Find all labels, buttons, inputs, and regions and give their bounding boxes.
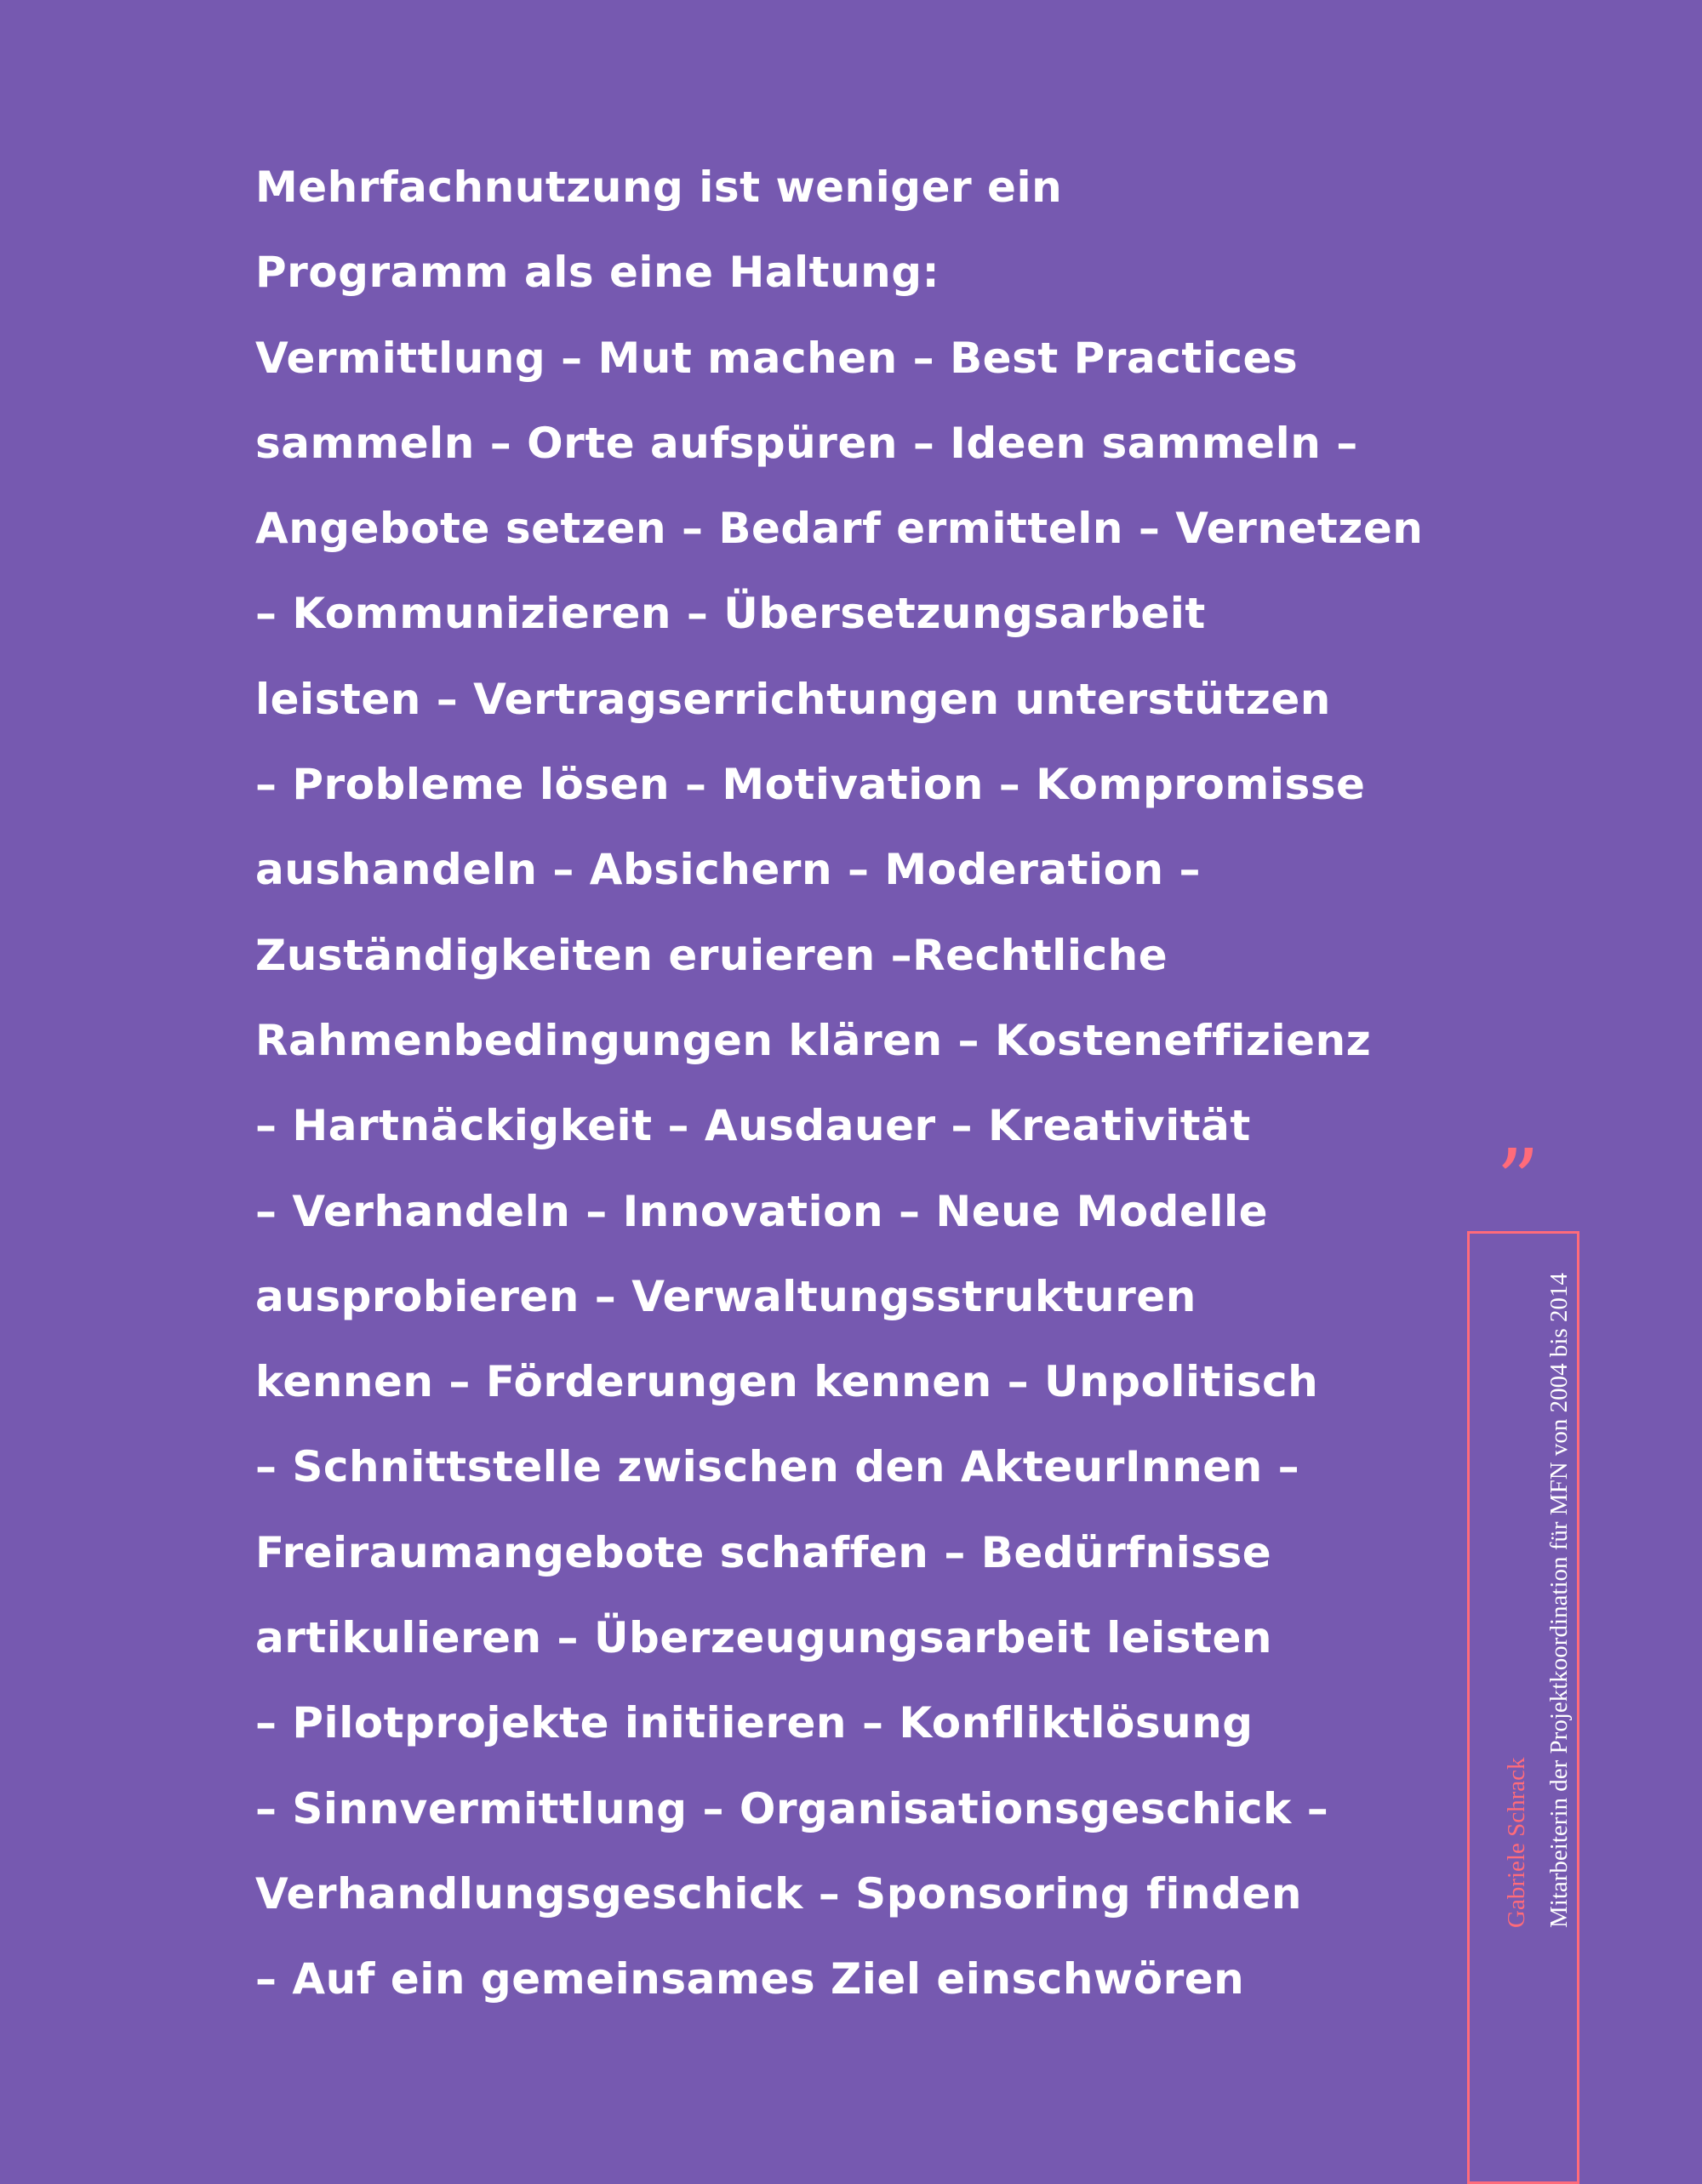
- quote-line: Freiraumangebote schaffen – Bedürfnisse: [255, 1527, 1272, 1577]
- quote-line: ausprobieren – Verwaltungsstrukturen: [255, 1271, 1197, 1321]
- quote-line: Zuständigkeiten eruieren –Rechtliche: [255, 930, 1168, 980]
- quote-line: – Probleme lösen – Motivation – Kompromisse: [255, 760, 1366, 810]
- closing-quote-mark: ”: [1496, 1131, 1540, 1230]
- quote-line: – Kommunizieren – Übersetzungsarbeit: [255, 589, 1206, 639]
- quote-line: – Verhandeln – Innovation – Neue Modelle: [255, 1186, 1269, 1236]
- quote-line: kennen – Förderungen kennen – Unpolitisch: [255, 1357, 1319, 1407]
- attribution-name: Gabriele Schrack: [1503, 1757, 1530, 1928]
- quote-line: – Pilotprojekte initiieren – Konfliktlösung: [255, 1698, 1254, 1748]
- quote-line: Programm als eine Haltung:: [255, 248, 940, 298]
- quote-line: Verhandlungsgeschick – Sponsoring finden: [255, 1868, 1302, 1919]
- quote-text: [255, 145, 1489, 2022]
- quote-line: Angebote setzen – Bedarf ermitteln – Vernetzen: [255, 504, 1424, 554]
- attribution: [1495, 1273, 1580, 1928]
- quote-line: – Auf ein gemeinsames Ziel einschwören: [255, 1954, 1245, 2004]
- quote-line: Mehrfachnutzung ist weniger ein: [255, 163, 1063, 212]
- quote-line: – Sinnvermittlung – Organisationsgeschick –: [255, 1783, 1329, 1833]
- quote-line: artikulieren – Überzeugungsarbeit leisten: [255, 1613, 1272, 1663]
- attribution-role: Mitarbeiterin der Projektkoordination für MFN von 2004 bis 2014: [1545, 1272, 1573, 1928]
- quote-line: Vermittlung – Mut machen – Best Practices: [255, 333, 1299, 383]
- quote-line: sammeln – Orte aufspüren – Ideen sammeln –: [255, 418, 1358, 468]
- quote-line: – Schnittstelle zwischen den AkteurInnen –: [255, 1442, 1300, 1492]
- quote-line: leisten – Vertragserrichtungen unterstützen: [255, 674, 1331, 724]
- quote-line: Rahmenbedingungen klären – Kosteneffizienz: [255, 1015, 1372, 1065]
- quote-line: – Hartnäckigkeit – Ausdauer – Kreativität: [255, 1101, 1251, 1151]
- quote-line: aushandeln – Absichern – Moderation –: [255, 845, 1201, 895]
